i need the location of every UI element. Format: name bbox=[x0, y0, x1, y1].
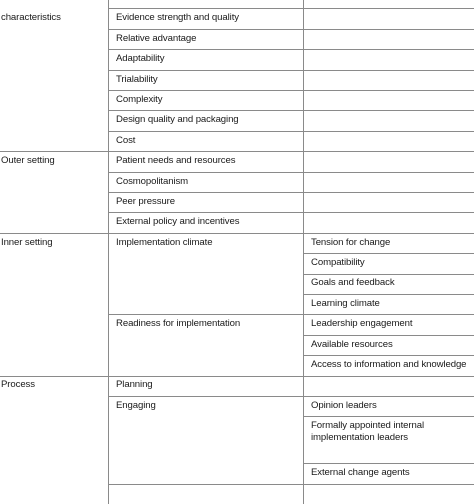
table-cell-c2 bbox=[108, 212, 303, 232]
cell-text: Evidence strength and quality bbox=[116, 12, 239, 24]
table-cell-c2 bbox=[108, 49, 303, 69]
row-divider bbox=[108, 396, 474, 397]
table-row bbox=[0, 483, 474, 503]
table-cell-c1 bbox=[0, 172, 108, 192]
table-cell-c1 bbox=[0, 49, 108, 69]
cell-text: Available resources bbox=[311, 338, 393, 350]
table-row bbox=[0, 463, 474, 483]
cell-text: Opinion leaders bbox=[311, 399, 377, 411]
table-row bbox=[0, 273, 474, 293]
row-divider bbox=[108, 172, 474, 173]
table-cell-c1 bbox=[0, 355, 108, 375]
table-cell-c3 bbox=[303, 483, 474, 503]
table-row bbox=[0, 416, 474, 463]
cell-text: characteristics bbox=[1, 12, 61, 24]
table-cell-c1 bbox=[0, 463, 108, 483]
table-cell-c1 bbox=[0, 396, 108, 416]
table-cell-c1 bbox=[0, 70, 108, 90]
cell-text: External policy and incentives bbox=[116, 216, 240, 228]
table-cell-c1 bbox=[0, 8, 108, 28]
table-cell-c2 bbox=[108, 294, 303, 314]
cell-text bbox=[0, 253, 108, 257]
row-divider bbox=[0, 151, 474, 152]
cell-text: Engaging bbox=[116, 399, 156, 411]
table-cell-c1 bbox=[0, 273, 108, 293]
table-cell-c2 bbox=[108, 375, 303, 395]
table-cell-c2 bbox=[108, 355, 303, 375]
table-cell-c1 bbox=[0, 90, 108, 110]
cell-text bbox=[109, 335, 303, 339]
table-row bbox=[0, 375, 474, 395]
table-cell-c1 bbox=[0, 29, 108, 49]
table-cell-c3 bbox=[303, 335, 474, 355]
table-cell-c3 bbox=[303, 212, 474, 232]
table-row bbox=[0, 29, 474, 49]
cell-text-line: Formally appointed internal implementation leaders bbox=[311, 420, 425, 444]
cell-text bbox=[109, 273, 303, 277]
table-cell-c3 bbox=[303, 90, 474, 110]
table-row bbox=[0, 212, 474, 232]
cell-text bbox=[0, 90, 108, 94]
cell-text: Compatibility bbox=[311, 257, 365, 269]
table-cell-c2 bbox=[108, 70, 303, 90]
table-cell-c3 bbox=[303, 192, 474, 212]
cell-text bbox=[0, 355, 108, 359]
table-cell-c1 bbox=[0, 110, 108, 130]
cell-text bbox=[0, 396, 108, 400]
table-row bbox=[0, 192, 474, 212]
table-row bbox=[0, 0, 474, 8]
cell-text bbox=[0, 29, 108, 33]
cell-text bbox=[0, 131, 108, 135]
table-cell-c3 bbox=[303, 375, 474, 395]
row-divider bbox=[108, 484, 474, 485]
table-cell-c1 bbox=[0, 192, 108, 212]
cell-text: Outer setting bbox=[1, 155, 55, 167]
row-divider bbox=[0, 376, 474, 377]
table-cell-c2 bbox=[108, 131, 303, 151]
row-divider bbox=[108, 314, 474, 315]
table-cell-c3 bbox=[303, 0, 474, 8]
cell-text: Cosmopolitanism bbox=[116, 175, 189, 187]
cell-text: Patient needs and resources bbox=[116, 155, 236, 167]
row-divider bbox=[108, 70, 474, 71]
row-divider bbox=[303, 355, 474, 356]
table-cell-c3 bbox=[303, 355, 474, 375]
cell-text: Access to information and knowledge bbox=[311, 359, 467, 371]
table-cell-c3 bbox=[303, 8, 474, 28]
table-cell-c2 bbox=[108, 110, 303, 130]
table-row bbox=[0, 90, 474, 110]
table-cell-c2 bbox=[108, 273, 303, 293]
table-cell-c3 bbox=[303, 463, 474, 483]
row-divider bbox=[0, 233, 474, 234]
table-row bbox=[0, 70, 474, 90]
cell-text bbox=[0, 49, 108, 53]
row-divider bbox=[108, 131, 474, 132]
table-cell-c3 bbox=[303, 253, 474, 273]
cell-text bbox=[0, 273, 108, 277]
table-cell-c3 bbox=[303, 131, 474, 151]
table-cell-c3 bbox=[303, 49, 474, 69]
table-cell-c3 bbox=[303, 273, 474, 293]
table-cell-c2 bbox=[108, 172, 303, 192]
table-cell-c1 bbox=[0, 253, 108, 273]
table-row bbox=[0, 131, 474, 151]
cell-text bbox=[0, 192, 108, 196]
row-divider bbox=[108, 29, 474, 30]
cell-text bbox=[0, 212, 108, 216]
cell-text bbox=[109, 355, 303, 359]
table-cell-c1 bbox=[0, 483, 108, 503]
cell-text bbox=[0, 172, 108, 176]
cell-text: Cost bbox=[116, 134, 136, 146]
table-cell-c2 bbox=[108, 192, 303, 212]
table-row bbox=[0, 294, 474, 314]
cell-text bbox=[109, 294, 303, 298]
cell-text: Learning climate bbox=[311, 297, 380, 309]
table-cell-c1 bbox=[0, 314, 108, 334]
cell-text bbox=[304, 416, 474, 444]
table-row bbox=[0, 233, 474, 253]
cell-text: Planning bbox=[116, 379, 153, 391]
table-cell-c3 bbox=[303, 294, 474, 314]
cell-text bbox=[0, 110, 108, 114]
table-cell-c3 bbox=[303, 110, 474, 130]
cell-text: Relative advantage bbox=[116, 32, 197, 44]
cell-text: Complexity bbox=[116, 93, 163, 105]
table-cell-c2 bbox=[108, 233, 303, 253]
table-cell-c2 bbox=[108, 314, 303, 334]
table-cell-c2 bbox=[108, 90, 303, 110]
cell-text bbox=[0, 416, 108, 420]
cell-text bbox=[109, 416, 303, 420]
row-divider bbox=[108, 110, 474, 111]
table-cell-c2 bbox=[108, 483, 303, 503]
table-row bbox=[0, 110, 474, 130]
table-cell-c3 bbox=[303, 416, 474, 463]
row-divider bbox=[303, 294, 474, 295]
table-cell-c2 bbox=[108, 335, 303, 355]
table-cell-c3 bbox=[303, 29, 474, 49]
table-cell-c2 bbox=[108, 253, 303, 273]
table-cell-c1 bbox=[0, 212, 108, 232]
table-cell-c1 bbox=[0, 416, 108, 463]
row-divider bbox=[303, 335, 474, 336]
table-row bbox=[0, 314, 474, 334]
row-divider bbox=[108, 8, 474, 9]
table-row bbox=[0, 151, 474, 171]
table-cell-c1 bbox=[0, 233, 108, 253]
table-row bbox=[0, 8, 474, 28]
cell-text bbox=[0, 294, 108, 298]
cell-text bbox=[0, 483, 108, 487]
table-cell-c1 bbox=[0, 375, 108, 395]
row-divider bbox=[303, 463, 474, 464]
row-divider bbox=[108, 192, 474, 193]
table-cell-c3 bbox=[303, 172, 474, 192]
table-cell-c3 bbox=[303, 396, 474, 416]
cell-text: Goals and feedback bbox=[311, 277, 395, 289]
table-cell-c1 bbox=[0, 294, 108, 314]
table-cell-c3 bbox=[303, 233, 474, 253]
cell-text bbox=[109, 463, 303, 467]
cell-text bbox=[109, 253, 303, 257]
table-cell-c2 bbox=[108, 0, 303, 8]
table-cell-c3 bbox=[303, 151, 474, 171]
row-divider bbox=[303, 274, 474, 275]
table-cell-c2 bbox=[108, 463, 303, 483]
table-row bbox=[0, 396, 474, 416]
table-row bbox=[0, 355, 474, 375]
table-row bbox=[0, 335, 474, 355]
table-cell-c1 bbox=[0, 335, 108, 355]
table-cell-c2 bbox=[108, 151, 303, 171]
table-cell-c3 bbox=[303, 70, 474, 90]
cell-text: External change agents bbox=[311, 467, 410, 478]
cell-text: Design quality and packaging bbox=[116, 114, 239, 126]
table-cell-c1 bbox=[0, 0, 108, 8]
row-divider bbox=[303, 253, 474, 254]
table-cell-c2 bbox=[108, 8, 303, 28]
row-divider bbox=[108, 212, 474, 213]
cell-text bbox=[0, 70, 108, 74]
table-row bbox=[0, 172, 474, 192]
table-cell-c3 bbox=[303, 314, 474, 334]
table-cell-c1 bbox=[0, 131, 108, 151]
cell-text bbox=[0, 314, 108, 318]
cell-text: Leadership engagement bbox=[311, 318, 413, 330]
cell-text bbox=[0, 335, 108, 339]
cell-text bbox=[0, 463, 108, 467]
cell-text: Peer pressure bbox=[116, 195, 175, 207]
table-cell-c2 bbox=[108, 29, 303, 49]
cell-text: Inner setting bbox=[1, 236, 53, 248]
cell-text: Implementation climate bbox=[116, 236, 213, 248]
row-divider bbox=[108, 90, 474, 91]
cell-text: Process bbox=[1, 379, 35, 391]
table-row bbox=[0, 253, 474, 273]
row-divider bbox=[303, 416, 474, 417]
cell-text: Adaptability bbox=[116, 53, 165, 65]
table-cell-c1 bbox=[0, 151, 108, 171]
cell-text: Trialability bbox=[116, 73, 158, 85]
cell-text: Readiness for implementation bbox=[116, 318, 241, 330]
table-cell-c2 bbox=[108, 416, 303, 463]
table-cell-c2 bbox=[108, 396, 303, 416]
table-row bbox=[0, 49, 474, 69]
cell-text: Tension for change bbox=[311, 236, 391, 248]
row-divider bbox=[108, 49, 474, 50]
